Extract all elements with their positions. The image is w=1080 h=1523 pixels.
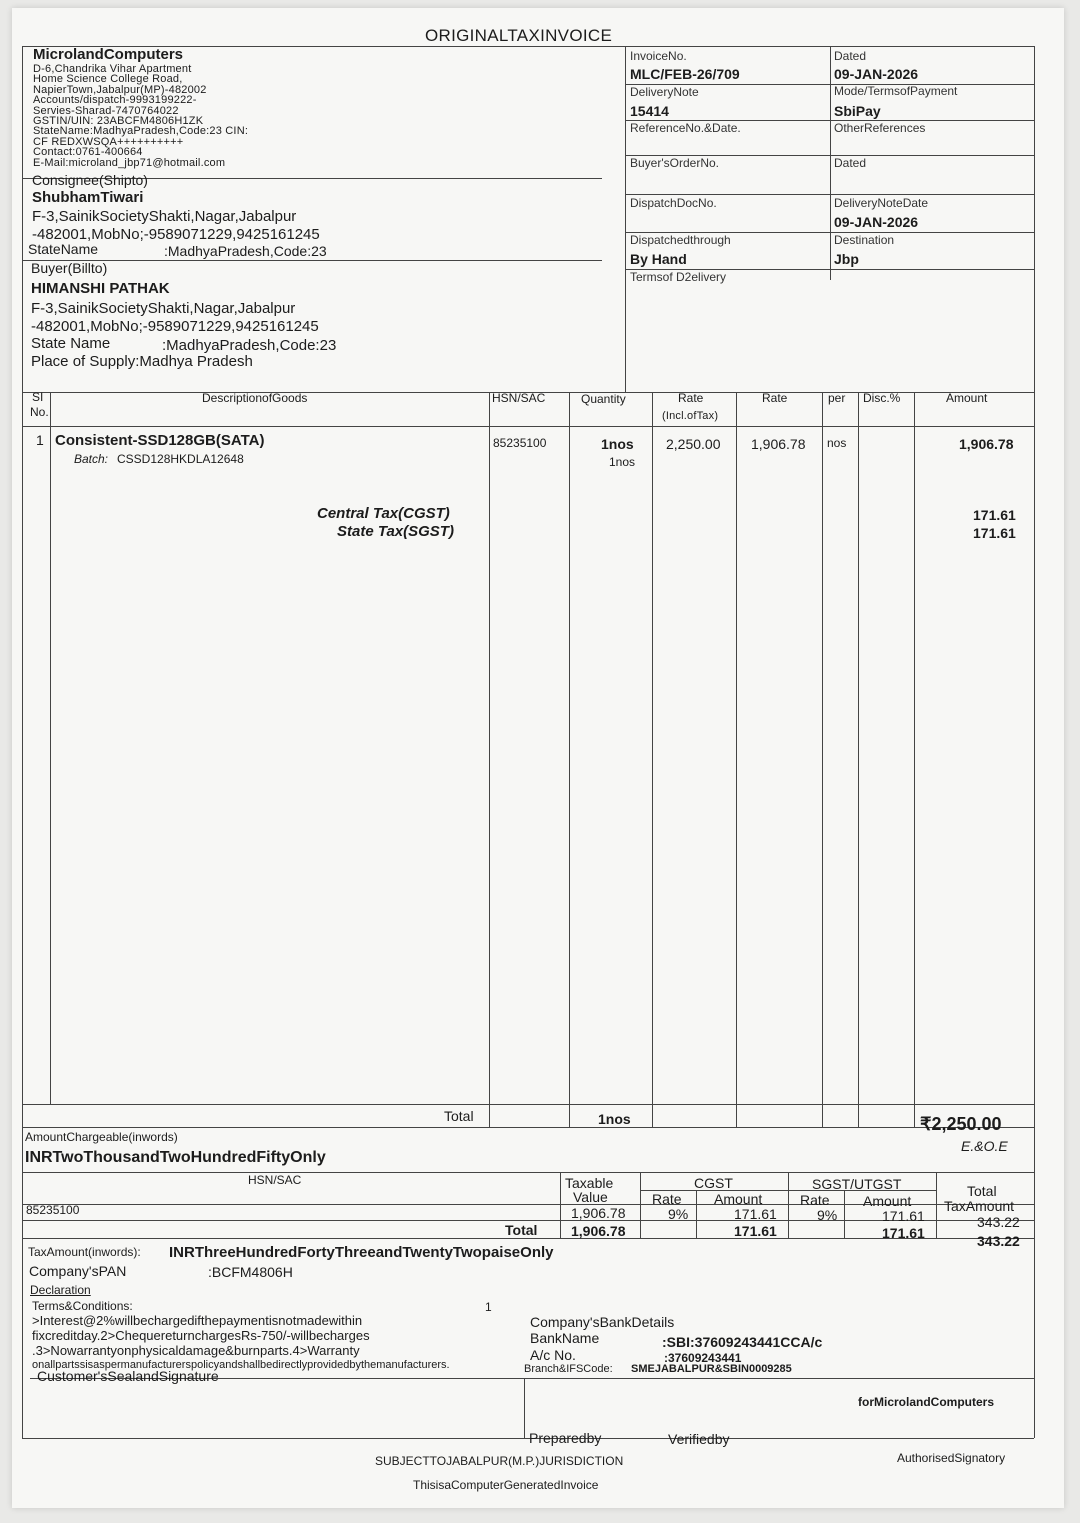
seller-line: CF REDXWSQA++++++++++ [33, 135, 184, 148]
terms-text [32, 1313, 450, 1373]
item-rate: 1,906.78 [751, 436, 806, 452]
mode-value: SbiPay [834, 103, 881, 119]
terms-line: onallpartssisaspermanufacturerspolicyandshallbedirectlyprovidedbythemanufacturers. [32, 1359, 450, 1371]
prepared-by: Preparedby [529, 1430, 602, 1446]
seller-line: StateName:MadhyaPradesh,Code:23 CIN: [33, 125, 249, 138]
col-sep [489, 392, 490, 1127]
computer-generated-note: ThisisaComputerGeneratedInvoice [413, 1478, 599, 1492]
tax-cgst-header: CGST [694, 1175, 733, 1191]
consignee-heading: Consignee(Shipto) [32, 172, 148, 188]
frame-right [1034, 46, 1035, 1438]
tax-row-taxable: 1,906.78 [571, 1205, 626, 1221]
tax-taxable-header-1: Taxable [565, 1175, 614, 1191]
mode-label: Mode/TermsofPayment [834, 84, 958, 98]
tax-sgst-rate-header: Rate [800, 1192, 830, 1208]
invoice-no-label: InvoiceNo. [630, 49, 687, 63]
dispatched-through-label: Dispatchedthrough [630, 233, 731, 247]
tax-row-cgst-amount: 171.61 [734, 1206, 777, 1222]
pan-value: :BCFM4806H [208, 1264, 293, 1280]
consignee-address-1: F-3,SainikSocietyShakti,Nagar,Jabalpur [32, 208, 297, 225]
terms-of-delivery-label: Termsof D2elivery [630, 270, 727, 284]
buyers-order-label: Buyer'sOrderNo. [630, 156, 719, 170]
tax-row-total: 343.22 [977, 1214, 1020, 1230]
tax-hsn-header: HSN/SAC [248, 1173, 302, 1187]
buyer-state-value: :MadhyaPradesh,Code:23 [162, 337, 337, 354]
total-amount: ₹2,250.00 [920, 1114, 1002, 1134]
seller-line: Accounts/dispatch-9993199222- [33, 94, 197, 107]
tax-col-sep [640, 1172, 641, 1238]
item-sl: 1 [36, 432, 44, 448]
bank-name-label: BankName [530, 1330, 600, 1346]
tax-cgst-rate-header: Rate [652, 1191, 682, 1207]
item-batch-label: Batch: [74, 452, 109, 466]
tax-words-value: INRThreeHundredFortyThreeandTwentyTwopaiseOnly [169, 1244, 554, 1261]
col-sep [652, 392, 653, 1127]
col-sep [736, 392, 737, 1127]
seller-line: D-6,Chandrika Vihar Apartment [33, 63, 192, 75]
col-rate: Rate [762, 391, 788, 405]
cgst-label: Central Tax(CGST) [317, 505, 450, 522]
col-si-1: SI [32, 390, 44, 404]
col-description: DescriptionofGoods [202, 391, 308, 405]
item-description: Consistent-SSD128GB(SATA) [55, 432, 265, 449]
tax-row-sgst-rate: 9% [817, 1207, 838, 1223]
terms-line: .3>Nowarrantyonphysicaldamage&burnparts.4>Warranty [32, 1343, 360, 1358]
verified-by: Verifiedby [668, 1431, 730, 1447]
seller-email: E-Mail:microland_jbp71@hotmail.com [33, 156, 226, 169]
tax-sgst-header: SGST/UTGST [812, 1176, 902, 1192]
page-number: 1 [485, 1300, 492, 1314]
bank-branch-label: Branch&IFSCode: [524, 1363, 613, 1375]
item-quantity-2: 1nos [609, 455, 636, 469]
terms-heading: Terms&Conditions: [32, 1299, 133, 1313]
col-sep [914, 392, 915, 1127]
tax-col-sep [696, 1190, 697, 1238]
items-header-bottom [22, 426, 1034, 427]
signature-divider [524, 1378, 525, 1438]
tax-total-sgst-amount: 171.61 [882, 1225, 925, 1241]
buyer-heading: Buyer(Billto) [31, 260, 108, 276]
invoice-title: ORIGINALTAXINVOICE [425, 26, 613, 45]
item-quantity: 1nos [601, 436, 634, 452]
buyer-name: HIMANSHI PATHAK [31, 280, 170, 297]
item-hsn: 85235100 [493, 436, 547, 450]
bank-ac-value: :37609243441 [664, 1351, 742, 1365]
buyer-address-1: F-3,SainikSocietyShakti,Nagar,Jabalpur [31, 300, 296, 317]
delivery-note: 15414 [630, 103, 669, 119]
col-sep [858, 392, 859, 1127]
tax-summary-top [22, 1172, 1034, 1173]
seller-line: NapierTown,Jabalpur(MP)-482002 [33, 83, 207, 96]
dated-label: Dated [834, 49, 867, 63]
consignee-address-2: -482001,MobNo;-9589071229,9425161245 [32, 226, 320, 243]
total-label: Total [444, 1108, 474, 1124]
tax-total-header-1: Total [967, 1183, 997, 1199]
seller-contact: Contact:0761-400664 [33, 146, 143, 159]
total-quantity: 1nos [598, 1111, 631, 1127]
eoe: E.&O.E [961, 1138, 1008, 1154]
bank-name-value: :SBI:37609243441CCA/c [662, 1334, 823, 1350]
tax-taxable-header-2: Value [573, 1189, 608, 1205]
col-amount: Amount [946, 391, 988, 405]
item-per: nos [827, 436, 847, 450]
jurisdiction: SUBJECTTOJABALPUR(M.P.)JURISDICTION [375, 1454, 624, 1468]
amount-words-label: AmountChargeable(inwords) [25, 1130, 178, 1144]
tax-row-cgst-rate: 9% [668, 1206, 689, 1222]
col-hsn: HSN/SAC [492, 391, 546, 405]
sgst-amount: 171.61 [973, 525, 1016, 541]
col-sep [569, 392, 570, 1127]
destination-label: Destination [834, 233, 895, 247]
other-references-label: OtherReferences [834, 121, 926, 135]
item-batch: CSSD128HKDLA12648 [117, 452, 244, 466]
seller-name: MicrolandComputers [33, 46, 184, 63]
destination: Jbp [834, 251, 859, 267]
seller-line: Home Science College Road, [33, 73, 183, 86]
col-per: per [828, 391, 846, 405]
tax-total-cgst-amount: 171.61 [734, 1223, 777, 1239]
amount-words-value: INRTwoThousandTwoHundredFiftyOnly [25, 1149, 326, 1166]
consignee-name: ShubhamTiwari [32, 189, 144, 206]
dated2-label: Dated [834, 156, 867, 170]
item-rate-incl: 2,250.00 [666, 436, 721, 452]
tax-row-sgst-amount: 171.61 [882, 1208, 925, 1224]
item-amount: 1,906.78 [959, 436, 1014, 452]
tax-total-label: Total [505, 1222, 538, 1238]
dated-value: 09-JAN-2026 [834, 66, 919, 82]
tax-row-hsn: 85235100 [26, 1203, 80, 1217]
invoice-no: MLC/FEB-26/709 [630, 66, 740, 82]
buyer-place-of-supply: Place of Supply:Madhya Pradesh [31, 353, 253, 370]
frame-bottom [22, 1438, 1034, 1439]
meta-left-border [625, 46, 626, 392]
consignee-state-label: StateName [28, 241, 99, 257]
bank-heading: Company'sBankDetails [530, 1314, 675, 1330]
sgst-label: State Tax(SGST) [337, 523, 454, 540]
customer-seal-label: Customer'sSealandSignature [37, 1368, 219, 1384]
dispatch-doc-label: DispatchDocNo. [630, 196, 717, 210]
terms-line: fixcreditday.2>ChequereturnchargesRs-750/-willbecharges [32, 1328, 370, 1343]
bank-ac-label: A/c No. [530, 1347, 576, 1363]
delivery-note-label: DeliveryNote [630, 85, 699, 99]
total-top-line [22, 1104, 1034, 1105]
tax-col-sep [788, 1172, 789, 1238]
tax-col-sep [844, 1190, 845, 1238]
consignee-state-value: :MadhyaPradesh,Code:23 [164, 243, 327, 259]
authorised-signatory: AuthorisedSignatory [897, 1451, 1006, 1465]
tax-total-taxable: 1,906.78 [571, 1223, 626, 1239]
col-rate-incl-2: (Incl.ofTax) [662, 410, 719, 422]
tax-cgst-amount-header: Amount [714, 1191, 763, 1207]
tax-total-header-2: TaxAmount [944, 1198, 1015, 1214]
col-sep [50, 392, 51, 1104]
reference-label: ReferenceNo.&Date. [630, 121, 741, 135]
delivery-note-date: 09-JAN-2026 [834, 214, 919, 230]
buyer-address-2: -482001,MobNo;-9589071229,9425161245 [31, 318, 319, 335]
invoice-paper [12, 8, 1064, 1508]
buyer-state-label: State Name [31, 335, 111, 352]
frame-left [22, 46, 23, 1438]
total-bottom-line [22, 1127, 1034, 1128]
consignee-divider [22, 260, 602, 261]
col-si-2: No. [30, 405, 49, 419]
pan-label: Company'sPAN [29, 1263, 127, 1279]
tax-col-sep [936, 1172, 937, 1238]
delivery-note-date-label: DeliveryNoteDate [834, 196, 929, 210]
cgst-amount: 171.61 [973, 507, 1016, 523]
tax-total-total: 343.22 [977, 1233, 1020, 1249]
bank-branch-value: SMEJABALPUR&SBIN0009285 [631, 1363, 792, 1375]
tax-words-label: TaxAmount(inwords): [28, 1245, 141, 1259]
for-company: forMicrolandComputers [858, 1395, 995, 1409]
meta-mid-border [830, 46, 831, 280]
dispatched-through: By Hand [630, 251, 687, 267]
seller-line: Servies-Sharad-7470764022 [33, 104, 179, 117]
tax-col-sep [560, 1172, 561, 1238]
terms-line: >Interest@2%willbechargedifthepaymentisnotmadewithin [32, 1313, 363, 1328]
declaration-heading: Declaration [30, 1283, 91, 1297]
seller-gstin: GSTIN/UIN: 23ABCFM4806H1ZK [33, 115, 204, 128]
meta-row-line [625, 194, 1034, 195]
col-disc: Disc.% [863, 391, 901, 405]
col-rate-incl-1: Rate [678, 391, 704, 405]
tax-sgst-amount-header: Amount [863, 1193, 912, 1209]
seller-address [33, 64, 248, 168]
col-quantity: Quantity [581, 392, 626, 406]
col-sep [822, 392, 823, 1127]
